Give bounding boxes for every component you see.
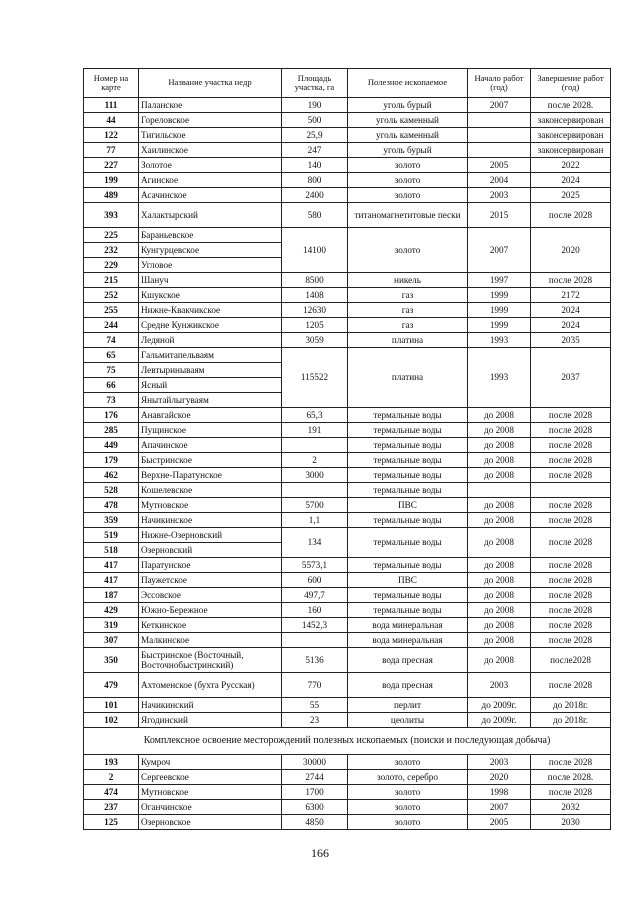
mineral-cell: золото — [348, 188, 468, 203]
end-year-cell: после 2028 — [531, 408, 611, 423]
site-name-cell: Начикинское — [139, 513, 282, 528]
map-number-cell: 528 — [84, 483, 139, 498]
area-cell: 12630 — [282, 303, 348, 318]
area-cell: 65,3 — [282, 408, 348, 423]
table-row — [84, 770, 611, 785]
map-number-cell: 359 — [84, 513, 139, 528]
header-end-year: Завершение работ (год) — [531, 69, 611, 98]
start-year-cell: до 2008 — [468, 498, 531, 513]
table-row — [84, 603, 611, 618]
map-number-cell: 429 — [84, 603, 139, 618]
table-row — [84, 648, 611, 673]
area-cell — [282, 633, 348, 648]
end-year-cell: после 2028 — [531, 438, 611, 453]
mineral-cell: вода минеральная — [348, 633, 468, 648]
map-number-cell: 179 — [84, 453, 139, 468]
mineral-cell: термальные воды — [348, 513, 468, 528]
table-row — [84, 558, 611, 573]
site-name-cell: Мутновское — [139, 785, 282, 800]
start-year-cell: 2003 — [468, 673, 531, 698]
site-name-cell: Паратунское — [139, 558, 282, 573]
area-cell: 191 — [282, 423, 348, 438]
area-cell: 23 — [282, 713, 348, 728]
table-row — [84, 800, 611, 815]
end-year-cell: после 2028 — [531, 273, 611, 288]
site-name-cell: Халактырский — [139, 203, 282, 228]
map-number-cell: 229 — [84, 258, 139, 273]
area-cell: 140 — [282, 158, 348, 173]
table-row — [84, 785, 611, 800]
mineral-cell: термальные воды — [348, 528, 468, 558]
mineral-cell: термальные воды — [348, 423, 468, 438]
mineral-cell: золото — [348, 755, 468, 770]
start-year-cell: 1993 — [468, 348, 531, 408]
map-number-cell: 479 — [84, 673, 139, 698]
table-row — [84, 303, 611, 318]
start-year-cell: 1999 — [468, 288, 531, 303]
start-year-cell: до 2008 — [468, 468, 531, 483]
table-row — [84, 438, 611, 453]
area-cell: 3000 — [282, 468, 348, 483]
table-row — [84, 188, 611, 203]
document-page — [83, 68, 610, 830]
mineral-cell: вода минеральная — [348, 618, 468, 633]
site-name-cell: Угловое — [139, 258, 282, 273]
area-cell: 1452,3 — [282, 618, 348, 633]
start-year-cell: 1998 — [468, 785, 531, 800]
table-row — [84, 528, 611, 543]
map-number-cell: 77 — [84, 143, 139, 158]
mineral-cell: термальные воды — [348, 468, 468, 483]
table-row — [84, 588, 611, 603]
end-year-cell: до 2018г. — [531, 698, 611, 713]
table-row — [84, 128, 611, 143]
site-name-cell: Левтыринываям — [139, 363, 282, 378]
mineral-cell: золото — [348, 158, 468, 173]
area-cell: 1700 — [282, 785, 348, 800]
map-number-cell: 225 — [84, 228, 139, 243]
map-number-cell: 285 — [84, 423, 139, 438]
map-number-cell: 125 — [84, 815, 139, 830]
map-number-cell: 199 — [84, 173, 139, 188]
area-cell: 500 — [282, 113, 348, 128]
start-year-cell: 1999 — [468, 303, 531, 318]
area-cell: 1205 — [282, 318, 348, 333]
site-name-cell: Апачинское — [139, 438, 282, 453]
end-year-cell — [531, 483, 611, 498]
site-name-cell: Малкинское — [139, 633, 282, 648]
start-year-cell: 2003 — [468, 755, 531, 770]
map-number-cell: 122 — [84, 128, 139, 143]
table-row — [84, 755, 611, 770]
map-number-cell: 66 — [84, 378, 139, 393]
table-row — [84, 113, 611, 128]
start-year-cell: до 2008 — [468, 558, 531, 573]
mineral-cell: платина — [348, 348, 468, 408]
site-name-cell: Анавгайское — [139, 408, 282, 423]
map-number-cell: 44 — [84, 113, 139, 128]
site-name-cell: Гальмитапельваям — [139, 348, 282, 363]
end-year-cell: 2025 — [531, 188, 611, 203]
start-year-cell: до 2008 — [468, 423, 531, 438]
site-name-cell: Ясный — [139, 378, 282, 393]
map-number-cell: 519 — [84, 528, 139, 543]
map-number-cell: 65 — [84, 348, 139, 363]
end-year-cell: после 2028 — [531, 588, 611, 603]
site-name-cell: Кошелевское — [139, 483, 282, 498]
site-name-cell: Быстринское (Восточный, Восточнобыстринский) — [139, 648, 282, 673]
start-year-cell — [468, 113, 531, 128]
map-number-cell: 74 — [84, 333, 139, 348]
map-number-cell: 237 — [84, 800, 139, 815]
site-name-cell: Бараньевское — [139, 228, 282, 243]
end-year-cell: после 2028 — [531, 785, 611, 800]
mineral-cell: термальные воды — [348, 438, 468, 453]
end-year-cell: после 2028 — [531, 633, 611, 648]
mineral-cell: золото — [348, 800, 468, 815]
site-name-cell: Кумроч — [139, 755, 282, 770]
table-row — [84, 423, 611, 438]
map-number-cell: 255 — [84, 303, 139, 318]
end-year-cell: после 2028 — [531, 755, 611, 770]
end-year-cell: 2024 — [531, 318, 611, 333]
end-year-cell: законсервирован — [531, 128, 611, 143]
start-year-cell — [468, 128, 531, 143]
table-row — [84, 333, 611, 348]
map-number-cell: 319 — [84, 618, 139, 633]
mineral-cell: уголь бурый — [348, 143, 468, 158]
table-row — [84, 713, 611, 728]
end-year-cell: после2028 — [531, 648, 611, 673]
site-name-cell: Шануч — [139, 273, 282, 288]
start-year-cell: 1999 — [468, 318, 531, 333]
start-year-cell: до 2008 — [468, 648, 531, 673]
map-number-cell: 2 — [84, 770, 139, 785]
area-cell: 247 — [282, 143, 348, 158]
start-year-cell: 2004 — [468, 173, 531, 188]
mineral-cell: уголь бурый — [348, 98, 468, 113]
area-cell: 25,9 — [282, 128, 348, 143]
end-year-cell: после 2028 — [531, 453, 611, 468]
area-cell: 6300 — [282, 800, 348, 815]
end-year-cell: после 2028 — [531, 573, 611, 588]
mineral-cell: золото — [348, 815, 468, 830]
section-title: Комплексное освоение месторождений полезных ископаемых (поиски и последующая добыча) — [84, 728, 611, 755]
end-year-cell: до 2018г. — [531, 713, 611, 728]
area-cell: 3059 — [282, 333, 348, 348]
area-cell: 30000 — [282, 755, 348, 770]
site-name-cell: Асачинское — [139, 188, 282, 203]
header-site-name: Название участка недр — [139, 69, 282, 98]
mineral-cell: термальные воды — [348, 408, 468, 423]
site-name-cell: Средне Кунжикское — [139, 318, 282, 333]
area-cell: 115522 — [282, 348, 348, 408]
mineral-cell: термальные воды — [348, 588, 468, 603]
mineral-cell: термальные воды — [348, 603, 468, 618]
area-cell: 5700 — [282, 498, 348, 513]
map-number-cell: 462 — [84, 468, 139, 483]
table-row — [84, 698, 611, 713]
table-body — [84, 98, 611, 830]
mineral-cell: платина — [348, 333, 468, 348]
end-year-cell: законсервирован — [531, 143, 611, 158]
header-area: Площадь участка, га — [282, 69, 348, 98]
table-row — [84, 673, 611, 698]
site-name-cell: Ягодинский — [139, 713, 282, 728]
table-row — [84, 483, 611, 498]
start-year-cell: до 2008 — [468, 408, 531, 423]
map-number-cell: 75 — [84, 363, 139, 378]
area-cell: 2 — [282, 453, 348, 468]
mineral-cell: золото — [348, 785, 468, 800]
end-year-cell: после 2028 — [531, 603, 611, 618]
mineral-cell: термальные воды — [348, 558, 468, 573]
site-name-cell: Верхне-Паратунское — [139, 468, 282, 483]
area-cell: 5136 — [282, 648, 348, 673]
area-cell: 800 — [282, 173, 348, 188]
end-year-cell: 2022 — [531, 158, 611, 173]
map-number-cell: 518 — [84, 543, 139, 558]
map-number-cell: 307 — [84, 633, 139, 648]
start-year-cell — [468, 143, 531, 158]
site-name-cell: Мутновское — [139, 498, 282, 513]
site-name-cell: Хаилинское — [139, 143, 282, 158]
end-year-cell: 2020 — [531, 228, 611, 273]
table-row — [84, 203, 611, 228]
start-year-cell: 2007 — [468, 228, 531, 273]
table-row — [84, 228, 611, 243]
map-number-cell: 215 — [84, 273, 139, 288]
site-name-cell: Южно-Бережное — [139, 603, 282, 618]
site-name-cell: Кшукское — [139, 288, 282, 303]
site-name-cell: Янытайлыгуваям — [139, 393, 282, 408]
area-cell: 600 — [282, 573, 348, 588]
area-cell: 134 — [282, 528, 348, 558]
map-number-cell: 478 — [84, 498, 139, 513]
area-cell: 1,1 — [282, 513, 348, 528]
area-cell: 8500 — [282, 273, 348, 288]
area-cell: 4850 — [282, 815, 348, 830]
start-year-cell: до 2008 — [468, 633, 531, 648]
table-row — [84, 288, 611, 303]
area-cell: 2400 — [282, 188, 348, 203]
end-year-cell: 2037 — [531, 348, 611, 408]
page-number: 166 — [311, 846, 329, 860]
mineral-cell: уголь каменный — [348, 128, 468, 143]
start-year-cell: до 2008 — [468, 438, 531, 453]
area-cell: 2744 — [282, 770, 348, 785]
end-year-cell: 2172 — [531, 288, 611, 303]
header-map-number: Номер на карте — [84, 69, 139, 98]
table-row — [84, 158, 611, 173]
start-year-cell: 2020 — [468, 770, 531, 785]
site-name-cell: Ахтоменское (бухта Русская) — [139, 673, 282, 698]
end-year-cell: 2035 — [531, 333, 611, 348]
site-name-cell: Паланское — [139, 98, 282, 113]
map-number-cell: 101 — [84, 698, 139, 713]
area-cell: 160 — [282, 603, 348, 618]
mineral-cell: газ — [348, 303, 468, 318]
site-name-cell: Паужетское — [139, 573, 282, 588]
mineral-cell: термальные воды — [348, 453, 468, 468]
mineral-cell: термальные воды — [348, 483, 468, 498]
site-name-cell: Быстринское — [139, 453, 282, 468]
map-number-cell: 227 — [84, 158, 139, 173]
end-year-cell: после 2028 — [531, 498, 611, 513]
mineral-cell: вода пресная — [348, 648, 468, 673]
start-year-cell: до 2008 — [468, 618, 531, 633]
table-row — [84, 573, 611, 588]
table-row — [84, 143, 611, 158]
area-cell: 1408 — [282, 288, 348, 303]
start-year-cell: 2005 — [468, 158, 531, 173]
table-row — [84, 408, 611, 423]
end-year-cell: после 2028 — [531, 558, 611, 573]
table-row — [84, 98, 611, 113]
start-year-cell: 1997 — [468, 273, 531, 288]
mineral-cell: уголь каменный — [348, 113, 468, 128]
table-row — [84, 513, 611, 528]
table-row — [84, 633, 611, 648]
map-number-cell: 393 — [84, 203, 139, 228]
end-year-cell: после 2028 — [531, 618, 611, 633]
map-number-cell: 252 — [84, 288, 139, 303]
end-year-cell: 2032 — [531, 800, 611, 815]
table-row — [84, 453, 611, 468]
mineral-cell: вода пресная — [348, 673, 468, 698]
start-year-cell: до 2008 — [468, 513, 531, 528]
site-name-cell: Агинское — [139, 173, 282, 188]
end-year-cell: после 2028. — [531, 770, 611, 785]
area-cell — [282, 483, 348, 498]
deposits-table — [83, 68, 611, 830]
site-name-cell: Гореловское — [139, 113, 282, 128]
map-number-cell: 350 — [84, 648, 139, 673]
area-cell: 5573,1 — [282, 558, 348, 573]
table-row — [84, 468, 611, 483]
mineral-cell: золото — [348, 228, 468, 273]
map-number-cell: 417 — [84, 573, 139, 588]
site-name-cell: Сергеевское — [139, 770, 282, 785]
start-year-cell: до 2008 — [468, 603, 531, 618]
site-name-cell: Кеткинское — [139, 618, 282, 633]
map-number-cell: 417 — [84, 558, 139, 573]
table-header-row — [84, 69, 611, 98]
end-year-cell: после 2028 — [531, 203, 611, 228]
mineral-cell: газ — [348, 318, 468, 333]
area-cell: 14100 — [282, 228, 348, 273]
end-year-cell: после 2028 — [531, 423, 611, 438]
start-year-cell: 1993 — [468, 333, 531, 348]
site-name-cell: Оганчинское — [139, 800, 282, 815]
site-name-cell: Кунгурцевское — [139, 243, 282, 258]
map-number-cell: 489 — [84, 188, 139, 203]
map-number-cell: 232 — [84, 243, 139, 258]
start-year-cell: до 2008 — [468, 528, 531, 558]
end-year-cell: после 2028 — [531, 528, 611, 558]
start-year-cell: до 2008 — [468, 573, 531, 588]
site-name-cell: Нижне-Озерновский — [139, 528, 282, 543]
mineral-cell: цеолиты — [348, 713, 468, 728]
start-year-cell: 2015 — [468, 203, 531, 228]
area-cell: 190 — [282, 98, 348, 113]
table-row — [84, 348, 611, 363]
end-year-cell: после 2028 — [531, 513, 611, 528]
site-name-cell: Начикинский — [139, 698, 282, 713]
mineral-cell: титаномагнетитовые пески — [348, 203, 468, 228]
start-year-cell: до 2009г. — [468, 713, 531, 728]
table-row — [84, 273, 611, 288]
map-number-cell: 111 — [84, 98, 139, 113]
table-row — [84, 815, 611, 830]
mineral-cell: ПВС — [348, 573, 468, 588]
table-row — [84, 318, 611, 333]
end-year-cell: после 2028 — [531, 673, 611, 698]
map-number-cell: 73 — [84, 393, 139, 408]
end-year-cell: 2024 — [531, 303, 611, 318]
mineral-cell: газ — [348, 288, 468, 303]
table-row — [84, 498, 611, 513]
start-year-cell: 2003 — [468, 188, 531, 203]
header-start-year: Начало работ (год) — [468, 69, 531, 98]
map-number-cell: 193 — [84, 755, 139, 770]
section-row — [84, 728, 611, 755]
table-row — [84, 173, 611, 188]
map-number-cell: 187 — [84, 588, 139, 603]
mineral-cell: золото — [348, 173, 468, 188]
header-mineral: Полезное ископаемое — [348, 69, 468, 98]
end-year-cell: 2024 — [531, 173, 611, 188]
site-name-cell: Золотое — [139, 158, 282, 173]
site-name-cell: Нижне-Квакчикское — [139, 303, 282, 318]
end-year-cell: законсервирован — [531, 113, 611, 128]
map-number-cell: 244 — [84, 318, 139, 333]
site-name-cell: Тигильское — [139, 128, 282, 143]
area-cell: 55 — [282, 698, 348, 713]
mineral-cell: перлит — [348, 698, 468, 713]
map-number-cell: 474 — [84, 785, 139, 800]
site-name-cell: Пущинское — [139, 423, 282, 438]
start-year-cell — [468, 483, 531, 498]
start-year-cell: до 2008 — [468, 453, 531, 468]
start-year-cell: 2007 — [468, 800, 531, 815]
area-cell: 770 — [282, 673, 348, 698]
map-number-cell: 176 — [84, 408, 139, 423]
site-name-cell: Ледяной — [139, 333, 282, 348]
site-name-cell: Эссовское — [139, 588, 282, 603]
area-cell: 497,7 — [282, 588, 348, 603]
site-name-cell: Озерновское — [139, 815, 282, 830]
area-cell — [282, 438, 348, 453]
end-year-cell: после 2028 — [531, 468, 611, 483]
table-row — [84, 618, 611, 633]
map-number-cell: 449 — [84, 438, 139, 453]
site-name-cell: Озерновский — [139, 543, 282, 558]
map-number-cell: 102 — [84, 713, 139, 728]
area-cell: 580 — [282, 203, 348, 228]
end-year-cell: 2030 — [531, 815, 611, 830]
start-year-cell: 2007 — [468, 98, 531, 113]
end-year-cell: после 2028. — [531, 98, 611, 113]
start-year-cell: до 2009г. — [468, 698, 531, 713]
mineral-cell: золото, серебро — [348, 770, 468, 785]
mineral-cell: ПВС — [348, 498, 468, 513]
mineral-cell: никель — [348, 273, 468, 288]
start-year-cell: до 2008 — [468, 588, 531, 603]
start-year-cell: 2005 — [468, 815, 531, 830]
